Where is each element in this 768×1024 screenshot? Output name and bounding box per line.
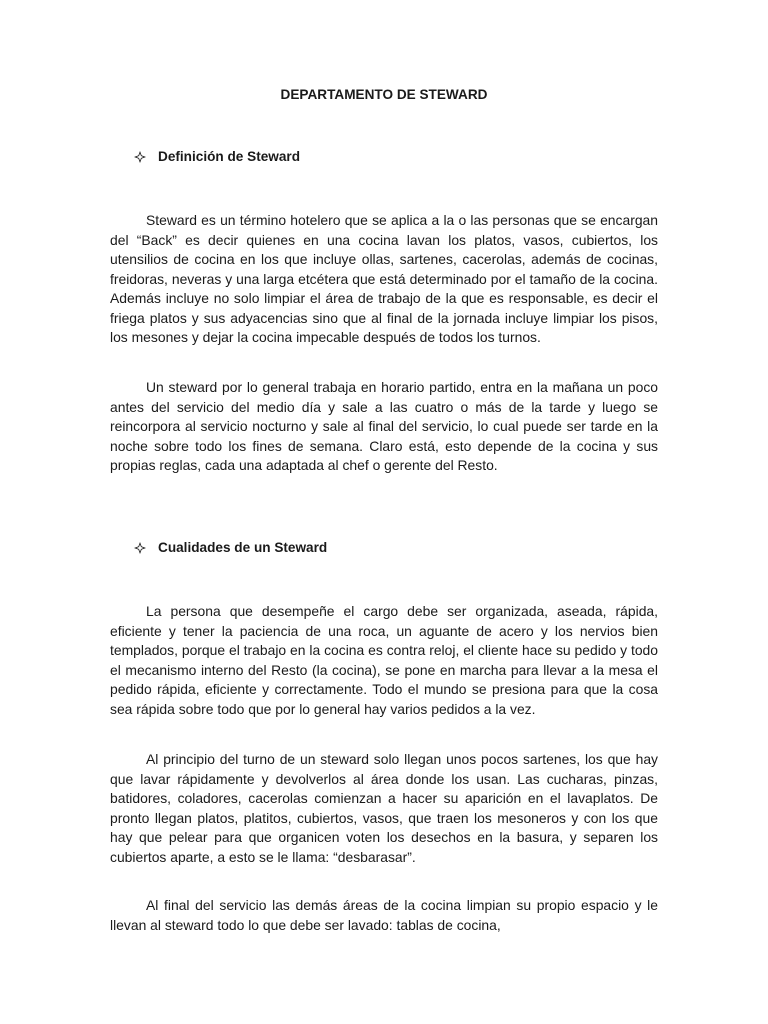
- paragraph: Un steward por lo general trabaja en horario partido, entra en la mañana un poco antes del servicio del medio día y sale a las cuatro o más de la tarde y luego se reincorpora al servicio nocturno y sale al final del servicio, lo cual puede ser tarde en la noche sobre todo los fines de semana. Claro está, esto depende de la cocina y sus propias reglas, cada una adaptada al chef o gerente del Resto.: [110, 379, 658, 473]
- paragraph: Steward es un término hotelero que se aplica a la o las personas que se encargan del “Back” es decir quienes en una cocina lavan los platos, vasos, cubiertos, los utensilios de cocina en los que incluye ollas, sartenes, cacerolas, además de cocinas, freidoras, neveras y una larga etcétera que está determinado por el tamaño de la cocina. Además incluye no solo limpiar el área de trabajo de la que es responsable, es decir el friega platos y sus adyacencias sino que al final de la jornada incluye limpiar los pisos, los mesones y dejar la cocina impecable después de todos los turnos.: [110, 212, 658, 345]
- document-title: DEPARTAMENTO DE STEWARD: [280, 87, 488, 102]
- paragraph: Al final del servicio las demás áreas de la cocina limpian su propio espacio y le llevan al steward todo lo que debe ser lavado: tablas de cocina,: [110, 897, 658, 933]
- section-heading-definicion: [134, 148, 300, 166]
- paragraph: La persona que desempeñe el cargo debe ser organizada, aseada, rápida, eficiente y tener la paciencia de una roca, un aguante de acero y los nervios bien templados, porque el trabajo en la cocina es contra reloj, el cliente hace su pedido y todo el mecanismo interno del Resto (la cocina), se pone en marcha para llevar a la mesa el pedido rápida, eficiente y correctamente. Todo el mundo se presiona para que la cosa sea rápida sobre todo que por lo general hay varios pedidos a la vez.: [110, 603, 658, 717]
- diamond-bullet-icon: [134, 542, 146, 554]
- paragraph: Al principio del turno de un steward solo llegan unos pocos sartenes, los que hay que lavar rápidamente y devolverlos al área donde los usan. Las cucharas, pinzas, batidores, coladores, cacerolas comienzan a hacer su aparición en el lavaplatos. De pronto llegan platos, platitos, cubiertos, vasos, que traen los mesoneros y con los que hay que pelear para que organicen voten los desechos en la basura, y separen los cubiertos aparte, a esto se le llama: “desbarasar”.: [110, 751, 658, 865]
- section-heading-label: Cualidades de un Steward: [158, 540, 328, 555]
- section-heading-label: Definición de Steward: [158, 149, 301, 164]
- section-heading-cualidades: [134, 539, 327, 557]
- diamond-bullet-icon: [134, 151, 146, 163]
